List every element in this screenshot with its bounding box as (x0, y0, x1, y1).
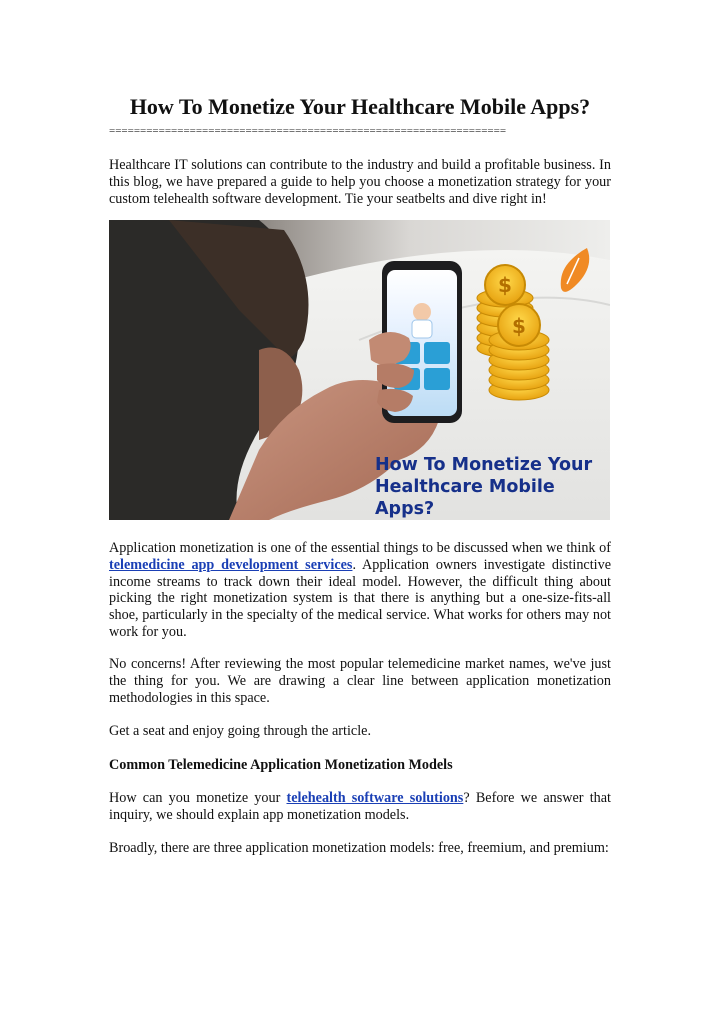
section-heading: Common Telemedicine Application Monetization Models (109, 757, 453, 773)
paragraph-how-monetize (109, 790, 611, 824)
title-underline-rule: ================================================================ (109, 126, 507, 137)
paragraph-three-models: Broadly, there are three application monetization models: free, freemium, and premium: (109, 840, 609, 856)
svg-text:$: $ (512, 314, 526, 338)
paragraph-get-a-seat: Get a seat and enjoy going through the article. (109, 723, 371, 739)
intro-paragraph: Healthcare IT solutions can contribute to the industry and build a profitable business. In this blog, we have prepared a guide to help you choose a monetization strategy for your custom telehealth software development. Tie your seatbelts and dive right in! (109, 157, 611, 207)
paragraph-monetization-intro (109, 540, 611, 641)
hero-banner-line-2: Healthcare Mobile Apps? (375, 477, 555, 519)
paragraph-no-concerns: No concerns! After reviewing the most popular telemedicine market names, we've just the thing for you. We are drawing a clear line between application monetization methodologies in this space. (109, 656, 611, 706)
hero-banner-title (375, 454, 605, 520)
paragraph-text: ? Before we answer that inquiry, we should explain app monetization models. (109, 790, 611, 823)
page-title: How To Monetize Your Healthcare Mobile Apps? (129, 94, 591, 119)
hero-banner-line-1: How To Monetize Your (375, 455, 593, 475)
telemedicine-services-link[interactable]: telemedicine app development services (109, 556, 353, 573)
hero-image (109, 220, 610, 520)
svg-text:$: $ (498, 273, 512, 297)
paragraph-text: Application monetization is one of the essential things to be discussed when we think of (109, 540, 611, 556)
paragraph-text: . Application owners investigate distinctive income streams to track down their ideal model. However, the difficult thing about picking the right monetization system is that there is anything but a one-size-fits-all shoe, particularly in the specialty of the medical service. What works for others may not work for you. (109, 556, 611, 640)
paragraph-text: How can you monetize your (109, 790, 287, 806)
telehealth-solutions-link[interactable]: telehealth software solutions (286, 790, 464, 806)
